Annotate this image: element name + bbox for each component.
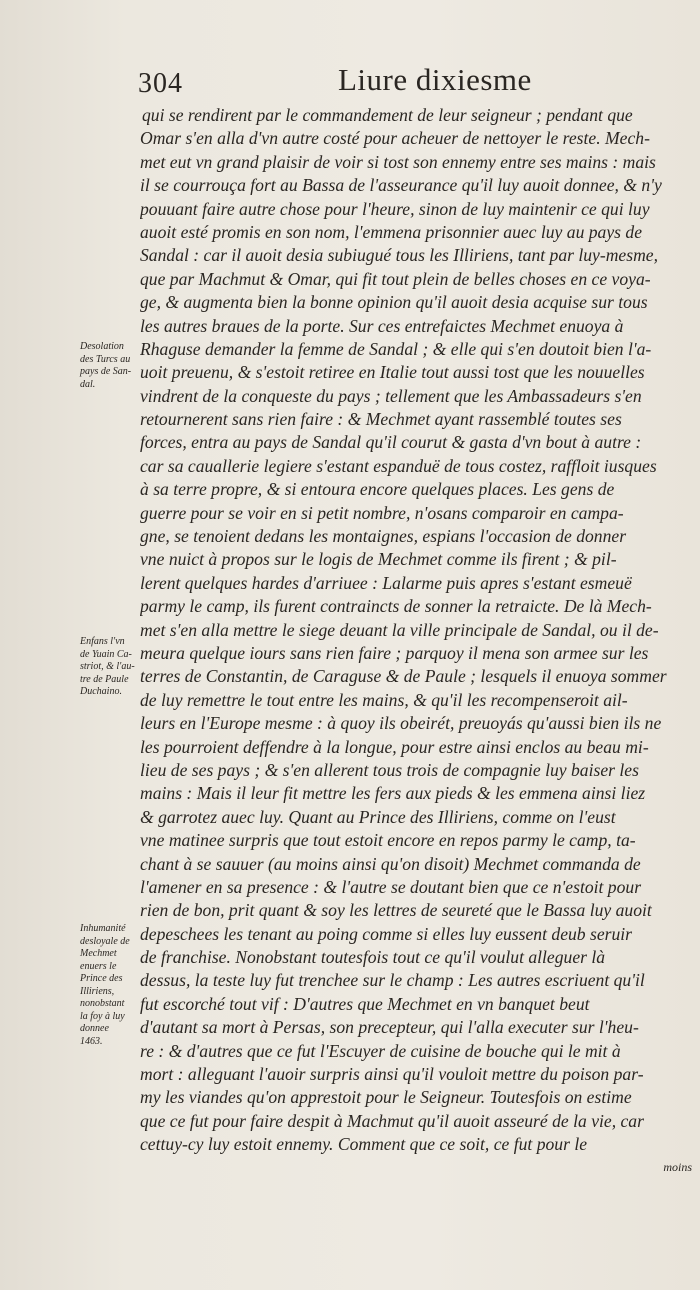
text-line: & garrotez auec luy. Quant au Prince des Illiriens, comme on l'eust xyxy=(140,806,616,827)
margin-note-line: de Yuain Ca- xyxy=(80,648,132,660)
text-line: que ce fut pour faire despit à Machmut qu'il auoit asseuré de la vie, car xyxy=(140,1110,644,1131)
margin-note-line: tre de Paule xyxy=(80,673,129,685)
margin-note-inhumanite xyxy=(80,923,144,1048)
margin-note-line: la foy à luy xyxy=(80,1010,125,1022)
text-line: dessus, la teste luy fut trenchee sur le champ : Les autres escriuent qu'il xyxy=(140,970,645,991)
text-line: mort : alleguant l'auoir surpris ainsi qu'il vouloit mettre du poison par- xyxy=(140,1064,644,1085)
text-line: que par Machmut & Omar, qui fit tout plein de belles choses en ce voya- xyxy=(140,268,651,289)
margin-note-line: Enfans l'vn xyxy=(80,636,125,647)
text-line: Omar s'en alla d'vn autre costé pour acheuer de nettoyer le reste. Mech- xyxy=(140,128,650,149)
text-line: chant à se sauuer (au moins ainsi qu'on disoit) Mechmet commanda de xyxy=(140,853,641,874)
text-line: lieu de ses pays ; & s'en allerent tous trois de compagnie luy baiser les xyxy=(140,759,639,780)
text-line: l'amener en sa presence : & l'autre se doutant bien que ce n'estoit pour xyxy=(140,876,642,897)
margin-note-line: Prince des xyxy=(80,973,123,984)
margin-note-line: striot, & l'au- xyxy=(80,661,135,672)
text-line: fut escorché tout vif : D'autres que Mechmet en vn banquet beut xyxy=(140,993,590,1014)
text-line: guerre pour se voir en si petit nombre, n'osans comparoir en campa- xyxy=(140,502,624,523)
margin-note-line: Illiriens, xyxy=(80,985,115,997)
text-line: rien de bon, prit quant & soy les lettres de seureté que le Bassa luy auoit xyxy=(140,900,652,921)
page-header xyxy=(0,62,700,102)
margin-note-line: donnee xyxy=(80,1023,109,1034)
margin-note-line: nonobstant xyxy=(80,998,125,1009)
text-line: lerent quelques hardes d'arriuee : Lalarme puis apres s'estant esmeuë xyxy=(140,572,632,593)
text-line: à sa terre propre, & si entoura encore quelques places. Les gens de xyxy=(140,479,615,500)
text-line: gne, se tenoient dedans les montaignes, espians l'occasion de donner xyxy=(140,526,627,547)
margin-note-desolation xyxy=(80,341,144,391)
text-line: Sandal : car il auoit desia subiugué tous les Illiriens, tant par luy-mesme, xyxy=(140,245,658,266)
text-line: met s'en alla mettre le siege deuant la ville principale de Sandal, ou il de- xyxy=(140,619,659,640)
text-line: d'autant sa mort à Persas, son precepteur, qui l'alla executer sur l'heu- xyxy=(140,1017,639,1038)
running-title: Liure dixiesme xyxy=(338,62,532,97)
text-line: leurs en l'Europe mesme : à quoy ils obeirét, preuoyás qu'aussi bien ils ne xyxy=(140,713,662,734)
text-line: ge, & augmenta bien la bonne opinion qu'il auoit desia acquise sur tous xyxy=(140,292,648,313)
text-line: auoit esté promis en son nom, l'emmena prisonnier auec luy au pays de xyxy=(140,221,643,242)
text-line: mains : Mais il leur fit mettre les fers aux pieds & les emmena ainsi liez xyxy=(140,783,646,804)
margin-note-line: Duchaino. xyxy=(80,686,122,697)
text-line: pouuant faire autre chose pour l'heure, sinon de luy maintenir ce qui luy xyxy=(140,198,650,219)
margin-note-enfans xyxy=(80,636,144,699)
margin-note-line: Mechmet xyxy=(80,948,117,959)
text-line: vindrent de la conqueste du pays ; tellement que les Ambassadeurs s'en xyxy=(140,385,642,406)
text-line: met eut vn grand plaisir de voir si tost son ennemy entre ses mains : mais xyxy=(140,151,656,172)
text-line: meura quelque iours sans rien faire ; parquoy il mena son armee sur les xyxy=(140,642,649,663)
text-line: terres de Constantin, de Caraguse & de Paule ; lesquels il enuoya sommer xyxy=(140,666,667,687)
margin-note-line: des Turcs au xyxy=(80,353,131,365)
margin-note-line: desloyale de xyxy=(80,935,130,947)
text-line: de luy remettre le tout entre les mains, & qu'il les recompenseroit ail- xyxy=(140,689,628,710)
text-line: uoit preuenu, & s'estoit retiree en Italie tout aussi tost que les nouuelles xyxy=(140,362,645,383)
text-line: les pourroient deffendre à la longue, pour estre ainsi enclos au beau mi- xyxy=(140,736,649,757)
text-line: parmy le camp, ils furent contraincts de sonner la retraicte. De là Mech- xyxy=(140,596,652,617)
text-line: qui se rendirent par le commandement de leur seigneur ; pendant que xyxy=(142,105,633,125)
text-line: depeschees les tenant au poing comme si elles luy eussent deub seruir xyxy=(140,923,633,944)
margin-note-line: 1463. xyxy=(80,1035,103,1047)
text-line: cettuy-cy luy estoit ennemy. Comment que ce soit, ce fut pour le xyxy=(140,1134,588,1155)
text-line: re : & d'autres que ce fut l'Escuyer de cuisine de bouche qui le mit à xyxy=(140,1040,621,1061)
catchword: moins xyxy=(663,1159,692,1174)
text-line: forces, entra au pays de Sandal qu'il courut & gasta d'vn bout à autre : xyxy=(140,432,642,453)
body-text xyxy=(140,104,696,1177)
text-line: my les viandes qu'on apprestoit pour le Seigneur. Toutesfois on estime xyxy=(140,1087,632,1108)
page-number: 304 xyxy=(138,68,183,99)
text-line: vne nuict à propos sur le logis de Mechmet comme ils firent ; & pil- xyxy=(140,549,617,570)
text-line: il se courrouça fort au Bassa de l'asseurance qu'il luy auoit donnee, & n'y xyxy=(140,175,662,196)
text-line: retournerent sans rien faire : & Mechmet ayant rassemblé toutes ses xyxy=(140,409,622,430)
text-line: car sa cauallerie legiere s'estant espanduë de tous costez, raffloit iusques xyxy=(140,455,657,476)
text-line: vne matinee surpris que tout estoit encore en repos parmy le camp, ta- xyxy=(140,830,636,851)
margin-note-line: dal. xyxy=(80,378,96,390)
margin-note-line: Desolation xyxy=(80,341,124,352)
text-line: les autres braues de la porte. Sur ces entrefaictes Mechmet enuoya à xyxy=(140,315,624,336)
text-line: Rhaguse demander la femme de Sandal ; & elle qui s'en doutoit bien l'a- xyxy=(140,338,652,359)
margin-note-line: enuers le xyxy=(80,960,117,972)
margin-note-line: pays de San- xyxy=(80,366,132,377)
margin-note-line: Inhumanité xyxy=(80,923,126,934)
text-line: de franchise. Nonobstant toutesfois tout ce qu'il voulut alleguer là xyxy=(140,947,606,968)
